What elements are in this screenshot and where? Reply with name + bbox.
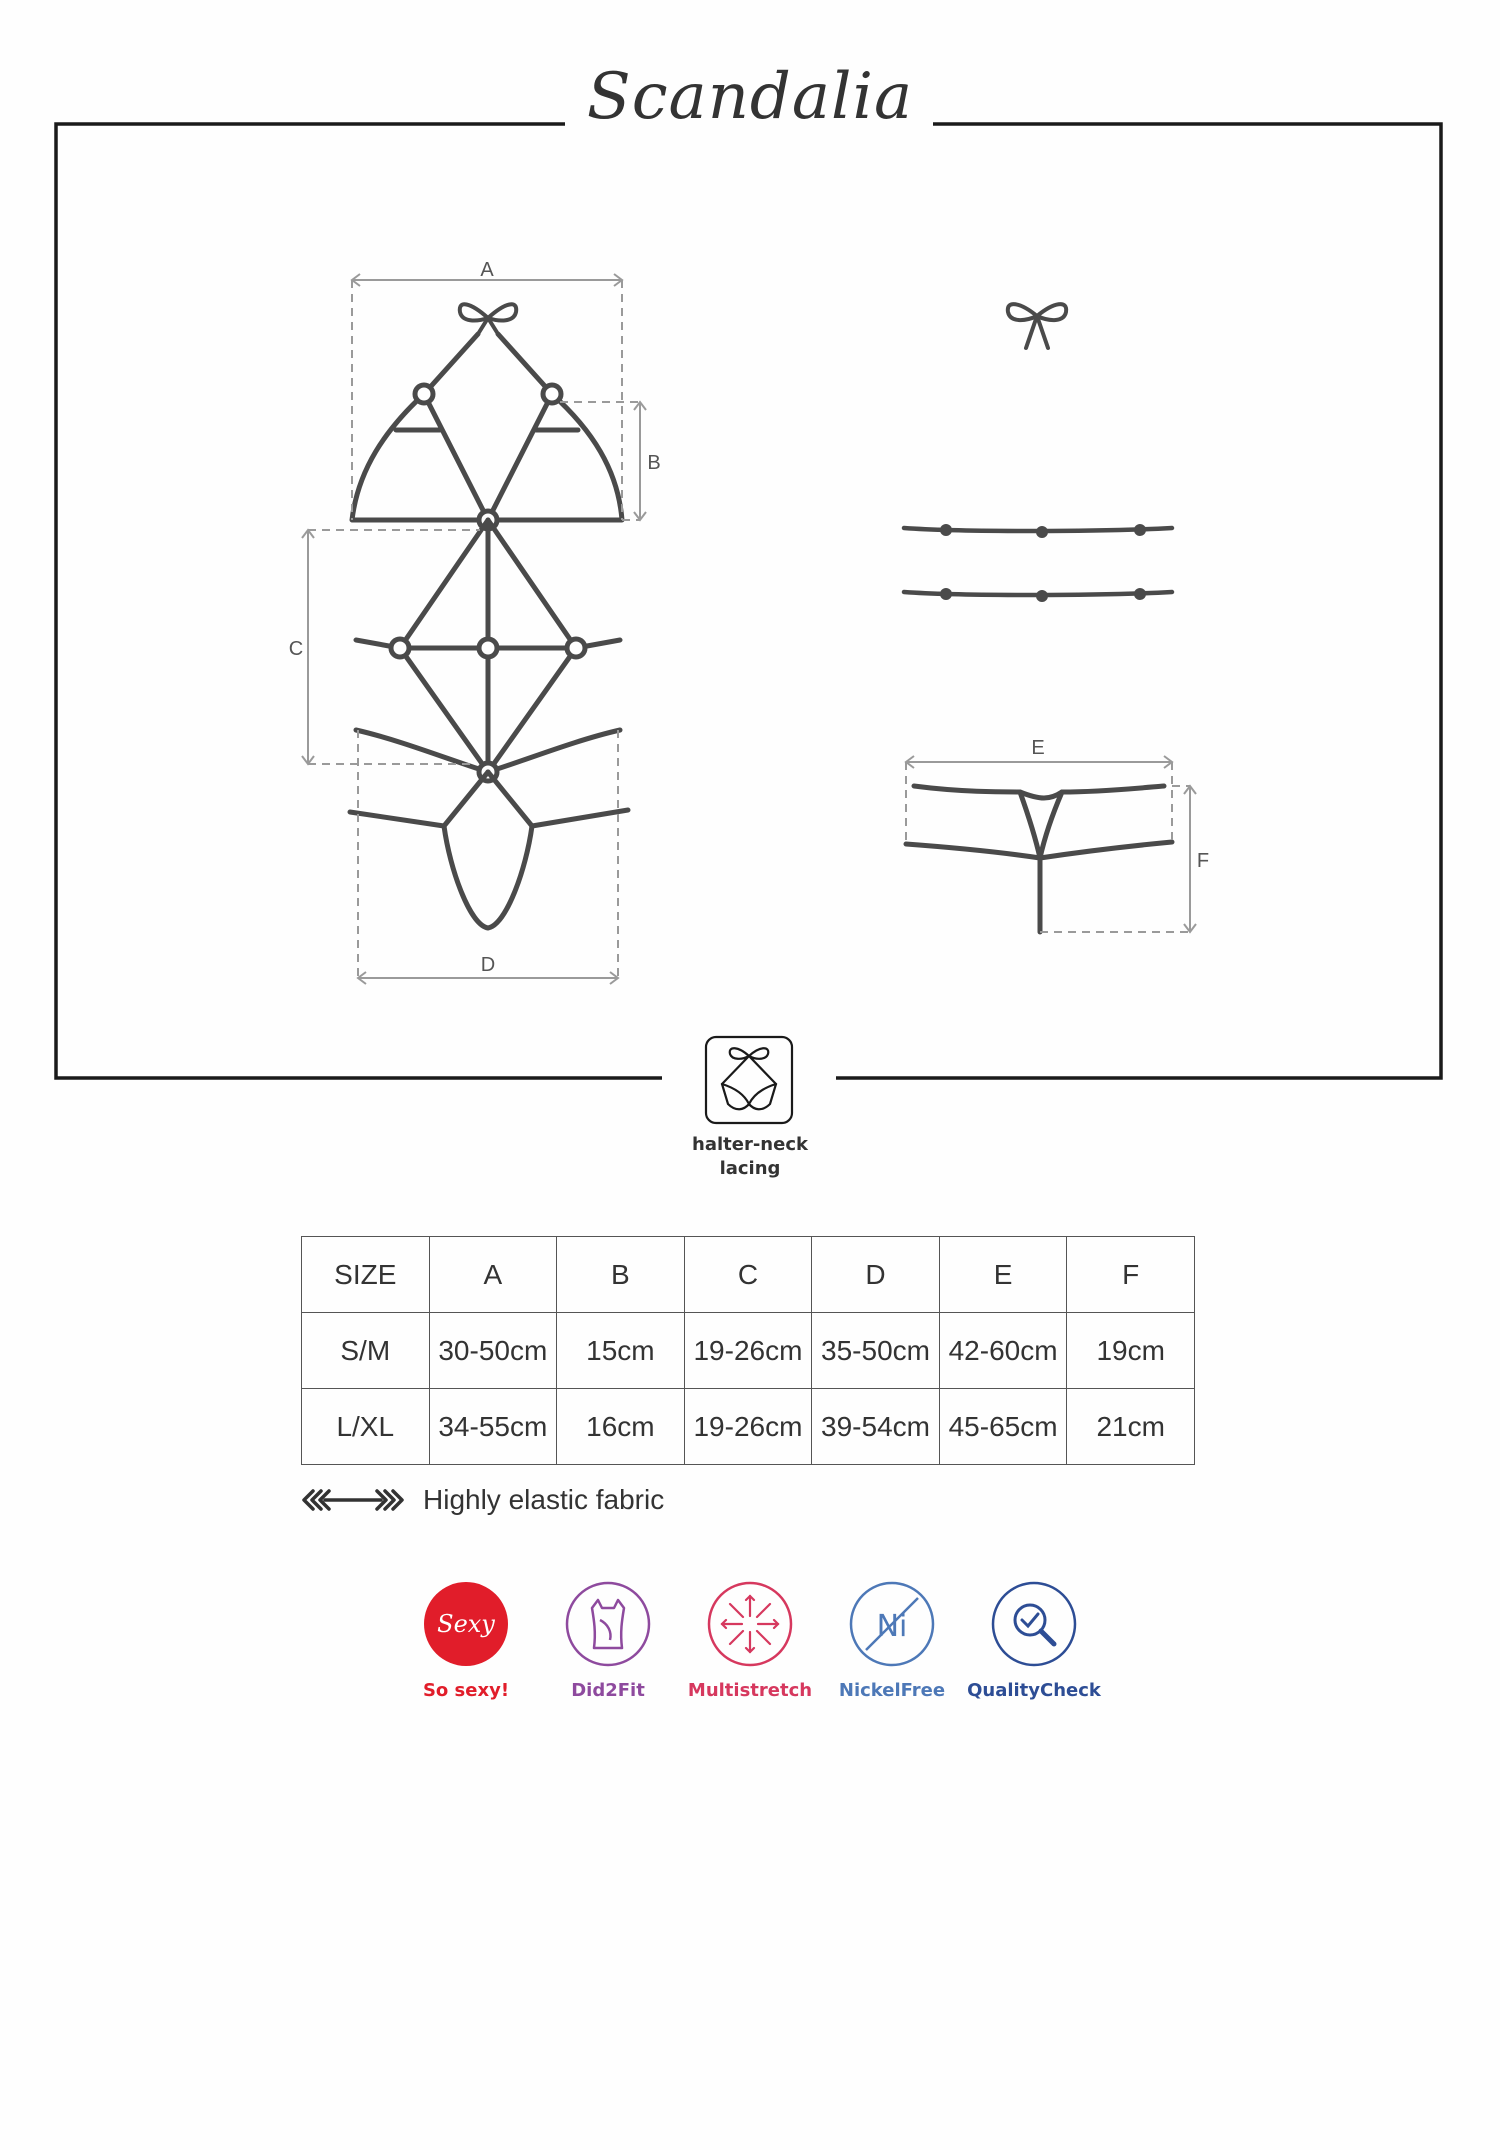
badge-label: Multistretch <box>687 1680 813 1701</box>
size-table <box>301 1236 1195 1465</box>
elastic-text: Highly elastic fabric <box>423 1484 665 1515</box>
table-cell: 15cm <box>557 1313 685 1389</box>
dim-label-f: F <box>1196 850 1210 872</box>
table-cell: 42-60cm <box>939 1313 1067 1389</box>
table-cell: S/M <box>302 1313 430 1389</box>
bodysuit-dimensions <box>302 274 646 984</box>
badge-label: Did2Fit <box>571 1680 645 1701</box>
brand-logo: Scandalia <box>586 60 914 134</box>
table-cell: 19-26cm <box>684 1389 812 1465</box>
double-arrow-icon <box>301 1489 405 1511</box>
halter-neck-icon <box>706 1037 792 1123</box>
feature-label-line2: lacing <box>719 1158 781 1179</box>
dim-label-d: D <box>480 954 496 976</box>
feature-label <box>660 1133 840 1181</box>
dim-label-c: C <box>288 638 304 660</box>
svg-text:Sexy: Sexy <box>437 1610 495 1638</box>
badge-nickelfree <box>821 1580 963 1701</box>
table-cell: 30-50cm <box>429 1313 557 1389</box>
header-cell: SIZE <box>302 1237 430 1313</box>
table-cell: 35-50cm <box>812 1313 940 1389</box>
table-cell: 19-26cm <box>684 1313 812 1389</box>
quality-check-icon <box>990 1580 1078 1668</box>
table-cell: 39-54cm <box>812 1389 940 1465</box>
header-cell: B <box>557 1237 685 1313</box>
table-cell: L/XL <box>302 1389 430 1465</box>
sexy-icon <box>422 1580 510 1668</box>
stretch-icon <box>706 1580 794 1668</box>
header-cell: F <box>1067 1237 1195 1313</box>
bow-icon <box>460 304 516 334</box>
badge-label: NickelFree <box>838 1680 946 1701</box>
table-cell: 19cm <box>1067 1313 1195 1389</box>
dress-icon <box>564 1580 652 1668</box>
bow-icon <box>1008 304 1066 348</box>
badge-qualitycheck <box>963 1580 1105 1701</box>
bodysuit-drawing <box>350 304 628 928</box>
thong-drawing <box>906 786 1172 932</box>
dim-label-a: A <box>480 259 494 281</box>
badge-multistretch <box>679 1580 821 1701</box>
dim-label-e: E <box>1031 737 1045 759</box>
table-cell: 16cm <box>557 1389 685 1465</box>
frame-border <box>56 124 1441 1078</box>
table-cell: 21cm <box>1067 1389 1195 1465</box>
header-cell: A <box>429 1237 557 1313</box>
table-cell: 45-65cm <box>939 1389 1067 1465</box>
badge-label: QualityCheck <box>967 1680 1101 1701</box>
table-cell: 34-55cm <box>429 1389 557 1465</box>
header-cell: C <box>684 1237 812 1313</box>
table-row <box>302 1313 1195 1389</box>
badge-so-sexy <box>395 1580 537 1701</box>
nickel-free-icon <box>848 1580 936 1668</box>
table-row <box>302 1389 1195 1465</box>
badge-did2fit <box>537 1580 679 1701</box>
size-table-header <box>302 1237 1195 1313</box>
strap-studs <box>940 524 1146 602</box>
badge-label: So sexy! <box>422 1680 510 1701</box>
header-cell: E <box>939 1237 1067 1313</box>
feature-badges <box>395 1580 1105 1701</box>
feature-label-line1: halter-neck <box>692 1134 808 1155</box>
svg-text:Ni: Ni <box>876 1609 908 1644</box>
elastic-note <box>301 1480 664 1520</box>
dim-label-b: B <box>647 452 661 474</box>
header-cell: D <box>812 1237 940 1313</box>
accessories-drawing <box>904 304 1172 595</box>
